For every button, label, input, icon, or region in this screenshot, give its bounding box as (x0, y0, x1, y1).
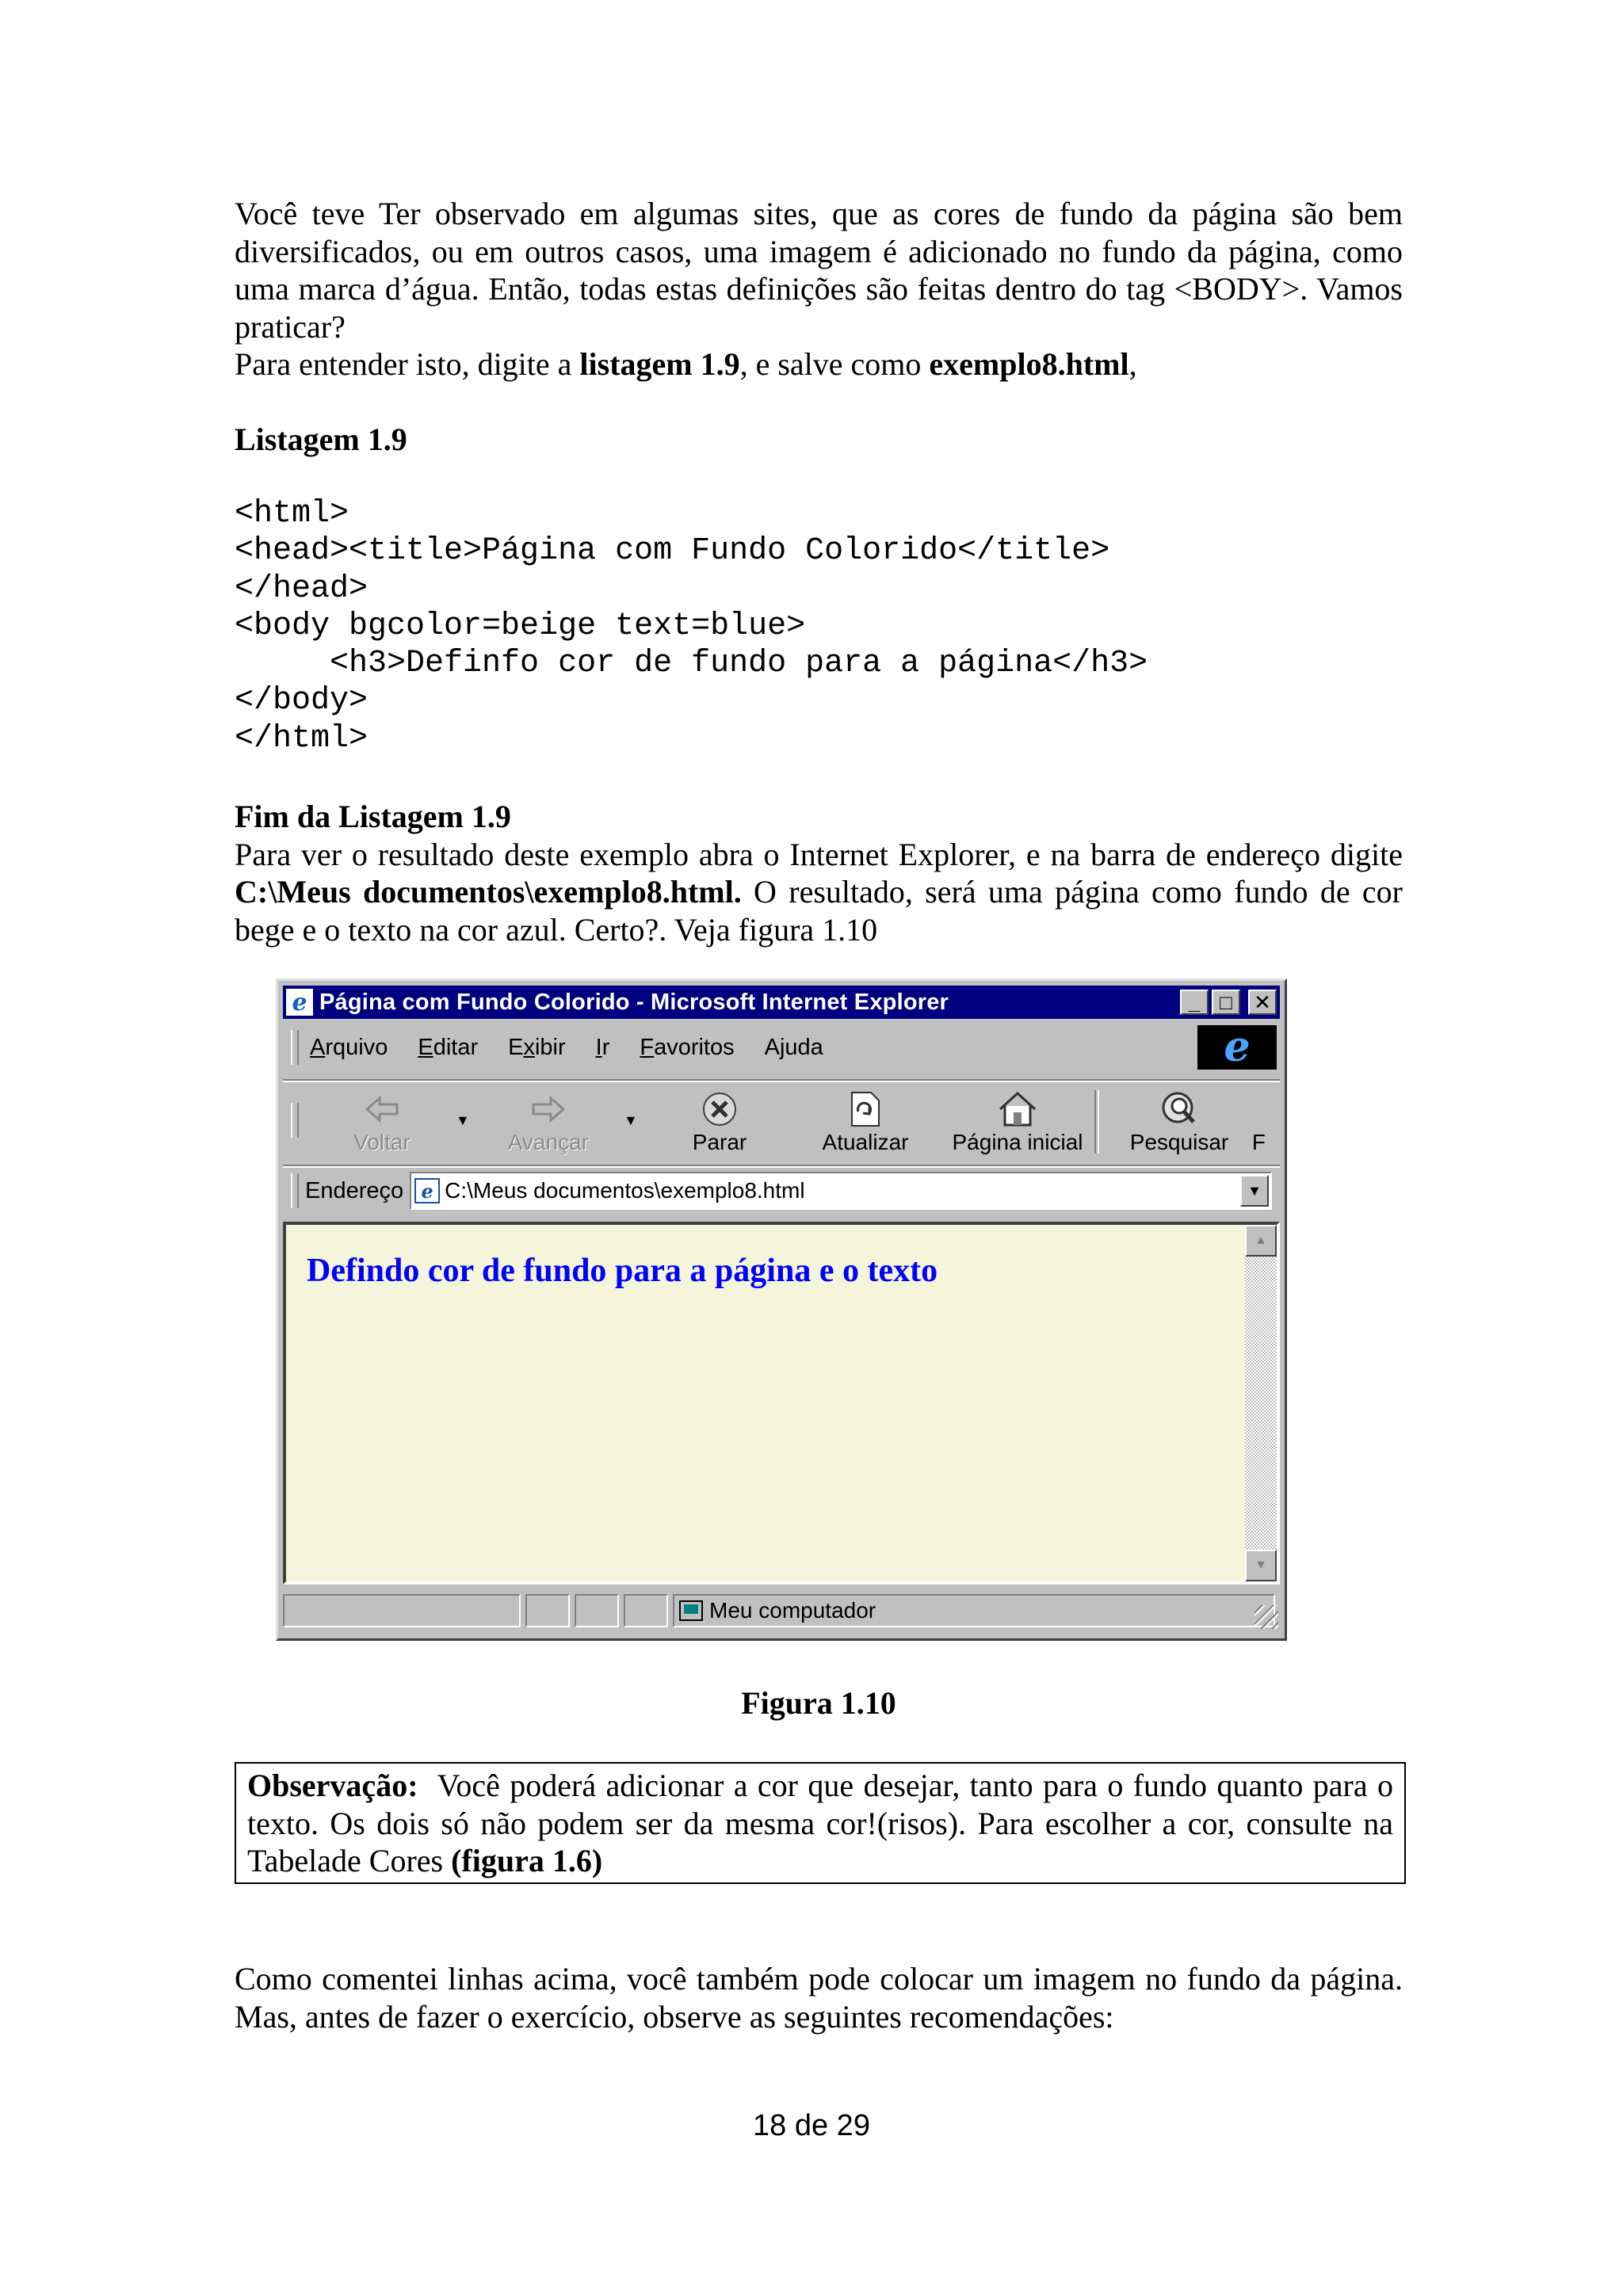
observation-body: Você poderá adicionar a cor que desejar, tanto para o fundo quanto para o texto. Os dois só não podem ser da mesma cor!(risos). Para escolher a cor, consulte na Tabelade Cores (247, 1768, 1401, 1878)
menu-exibir[interactable]: Exibir (508, 1034, 566, 1060)
observation-label: Observação: (247, 1768, 418, 1803)
window-title: Página com Fundo Colorido - Microsoft Internet Explorer (319, 989, 949, 1015)
forward-arrow-icon (481, 1089, 616, 1130)
status-panel (283, 1594, 521, 1627)
home-icon (942, 1089, 1093, 1130)
menu-ir[interactable]: Ir (595, 1034, 610, 1060)
address-ref: C:\Meus documentos\exemplo8.html. (235, 874, 742, 910)
instruction-text: Para entender isto, digite a (235, 346, 580, 382)
minimize-icon[interactable]: _ (1180, 990, 1209, 1015)
status-panel (624, 1594, 668, 1627)
result-text: Para ver o resultado deste exemplo abra o Internet Explorer, e na barra de endereço digite (235, 836, 1403, 872)
figure-ref: (figura 1.6) (451, 1843, 603, 1878)
back-arrow-icon (315, 1089, 449, 1130)
forward-label: Avançar (507, 1130, 590, 1154)
status-panel (525, 1594, 570, 1627)
observation-text (247, 1767, 1401, 1880)
instruction-text-end: , (1128, 346, 1137, 382)
favorites-label-clipped: F (1251, 1130, 1266, 1154)
favorites-button-clipped[interactable] (1194, 1089, 1313, 1155)
observation-box (235, 1762, 1406, 1884)
resize-grip-icon[interactable] (1254, 1605, 1278, 1629)
maximize-icon[interactable]: □ (1212, 990, 1240, 1015)
page-viewport (283, 1222, 1280, 1585)
security-zone (673, 1594, 1275, 1627)
address-label: Endereço (305, 1177, 404, 1203)
instruction-text-mid: , e salve como (739, 346, 930, 382)
search-label: Pesquisar (1129, 1130, 1229, 1154)
stop-button[interactable] (652, 1089, 787, 1155)
code-line: <h3>Definfo cor de fundo para a página</h3> (235, 646, 1148, 682)
ie-page-icon: e (286, 989, 313, 1016)
menu-bar (283, 1025, 1280, 1070)
home-label: Página inicial (952, 1130, 1083, 1154)
toolbar-grip (291, 1173, 299, 1208)
refresh-icon (798, 1089, 933, 1130)
vertical-scrollbar[interactable] (1245, 1225, 1277, 1581)
window-controls (1180, 990, 1277, 1015)
result-paragraph (235, 836, 1403, 949)
closing-paragraph: Como comentei linhas acima, você também pode colocar um imagem no fundo da página. Mas, antes de fazer o exercício, observe as seguintes recomendações: (235, 1961, 1403, 2035)
address-value[interactable]: C:\Meus documentos\exemplo8.html (445, 1178, 805, 1203)
home-button[interactable] (942, 1089, 1093, 1155)
listing-title: Listagem 1.9 (235, 421, 407, 457)
filename-ref: exemplo8.html (929, 346, 1129, 382)
computer-icon (679, 1600, 703, 1621)
refresh-button[interactable] (798, 1089, 933, 1155)
back-button[interactable] (315, 1089, 449, 1155)
page-number: 18 de 29 (753, 2109, 870, 2142)
close-icon[interactable]: ✕ (1248, 990, 1277, 1015)
result-text-end: O resultado, será uma página como fundo de cor bege e o texto na cor azul. Certo?. Veja figura 1.10 (235, 874, 1403, 948)
back-dropdown-icon[interactable]: ▼ (456, 1112, 470, 1128)
status-bar (283, 1591, 1280, 1630)
intro-section (235, 195, 1403, 383)
title-bar (283, 986, 1280, 1019)
menu-favoritos[interactable]: Favoritos (640, 1034, 735, 1060)
ie-logo-icon: e (1197, 1025, 1277, 1070)
code-line: </head> (235, 570, 369, 607)
code-line: </body> (235, 683, 369, 719)
toolbar-separator (1094, 1090, 1099, 1154)
intro-paragraph: Você teve Ter observado em algumas sites, que as cores de fundo da página são bem diversificados, ou em outros casos, uma imagem é adicionado no fundo da página, como uma marca d’água. Então, todas estas definições são feitas dentro do tag <BODY>. Vamos praticar? (235, 196, 1403, 345)
code-line: <body bgcolor=beige text=blue> (235, 608, 806, 644)
browser-window-figure (276, 978, 1287, 1641)
scroll-up-icon[interactable]: ▲ (1245, 1225, 1277, 1257)
figure-caption: Figura 1.10 (741, 1685, 896, 1721)
scroll-down-icon[interactable]: ▼ (1245, 1550, 1277, 1581)
code-line: <html> (235, 496, 349, 532)
stop-label: Parar (692, 1130, 747, 1154)
page-content-heading: Defindo cor de fundo para a página e o texto (307, 1253, 938, 1289)
address-dropdown-icon[interactable]: ▼ (1240, 1175, 1269, 1207)
menu-editar[interactable]: Editar (418, 1034, 479, 1060)
toolbar-grip (291, 1030, 299, 1065)
status-panel (575, 1594, 619, 1627)
address-input[interactable] (410, 1172, 1272, 1210)
instruction-line (235, 345, 1403, 383)
code-line: </html> (235, 720, 369, 757)
forward-dropdown-icon[interactable]: ▼ (624, 1112, 638, 1128)
code-line: <head><title>Página com Fundo Colorido</title> (235, 533, 1110, 570)
zone-label: Meu computador (709, 1598, 876, 1623)
listing-end: Fim da Listagem 1.9 (235, 799, 511, 834)
toolbar-grip (291, 1103, 299, 1138)
listing-ref: listagem 1.9 (579, 346, 740, 382)
menu-arquivo[interactable]: Arquivo (310, 1034, 388, 1060)
page-icon: e (414, 1178, 440, 1203)
address-bar (283, 1165, 1280, 1215)
back-label: Voltar (353, 1130, 411, 1154)
stop-icon (652, 1089, 787, 1130)
forward-button[interactable] (481, 1089, 616, 1155)
standard-toolbar (283, 1079, 1280, 1160)
favorites-icon-clipped (1194, 1089, 1313, 1130)
menu-ajuda[interactable]: Ajuda (764, 1034, 823, 1060)
code-listing (235, 495, 1403, 757)
refresh-label: Atualizar (822, 1130, 909, 1154)
